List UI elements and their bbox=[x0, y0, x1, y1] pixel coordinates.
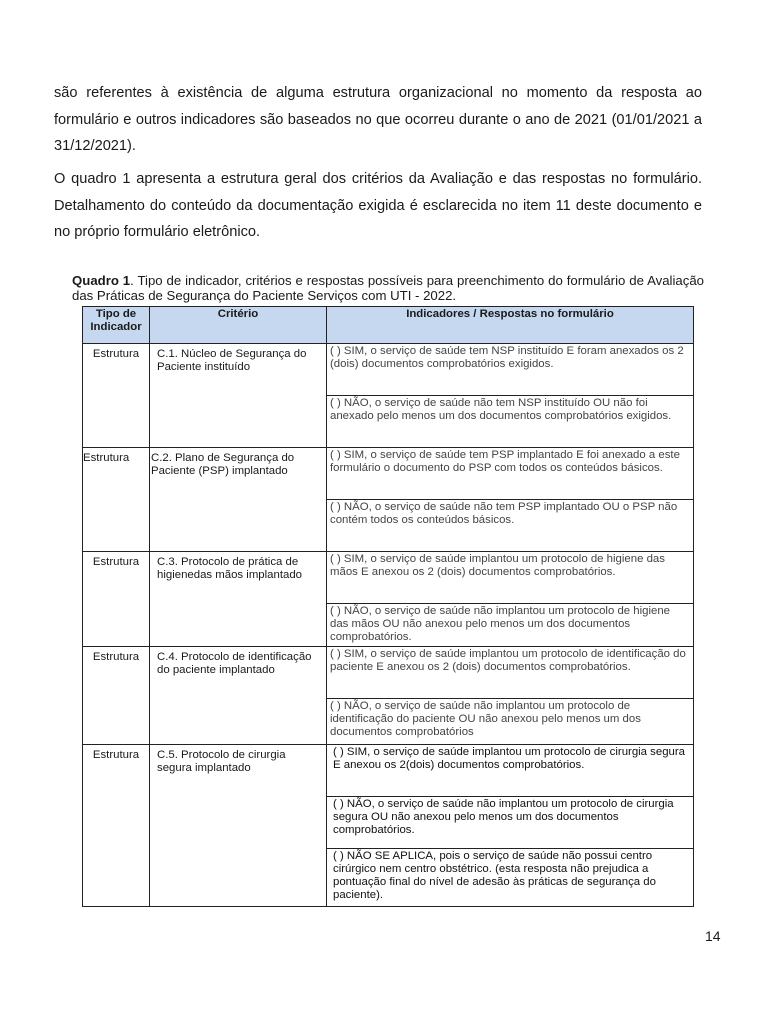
cell-resposta: ( ) NÃO SE APLICA, pois o serviço de saúde não possui centro cirúrgico nem centro obstétrico. (esta resposta não prejudica a pontuação final do nível de adesão às práticas de segurança do paciente). bbox=[327, 849, 694, 907]
cell-resposta: ( ) NÃO, o serviço de saúde não implantou um protocolo de identificação do paciente OU não anexou pelo menos um dos documentos comprobatórios bbox=[327, 699, 694, 745]
table-row bbox=[83, 344, 694, 396]
cell-tipo: Estrutura bbox=[83, 745, 150, 907]
cell-resposta: ( ) NÃO, o serviço de saúde não implantou um protocolo de cirurgia segura OU não anexou pelo menos um dos documentos comprobatórios. bbox=[327, 797, 694, 849]
cell-resposta: ( ) SIM, o serviço de saúde implantou um protocolo de cirurgia segura E anexou os 2(dois) documentos comprobatórios. bbox=[327, 745, 694, 797]
cell-tipo: Estrutura bbox=[83, 552, 150, 647]
cell-criterio: C.5. Protocolo de cirurgia segura implantado bbox=[150, 745, 327, 907]
cell-resposta: ( ) SIM, o serviço de saúde implantou um protocolo de higiene das mãos E anexou os 2 (dois) documentos comprobatórios. bbox=[327, 552, 694, 604]
criteria-table bbox=[82, 306, 694, 907]
header-tipo: Tipo de Indicador bbox=[83, 307, 150, 344]
cell-criterio: C.2. Plano de Segurança do Paciente (PSP) implantado bbox=[150, 448, 327, 552]
table-row bbox=[83, 647, 694, 699]
table-row bbox=[83, 448, 694, 500]
cell-resposta: ( ) NÃO, o serviço de saúde não tem PSP implantado OU o PSP não contém todos os conteúdos básicos. bbox=[327, 500, 694, 552]
cell-resposta: ( ) NÃO, o serviço de saúde não implantou um protocolo de higiene das mãos OU não anexou pelo menos um dos documentos comprobatórios. bbox=[327, 604, 694, 647]
caption-text: . Tipo de indicador, critérios e respostas possíveis para preenchimento do formulário de Avaliação das Práticas de Segurança do Paciente Serviços com UTI - 2022. bbox=[72, 273, 705, 303]
cell-tipo: Estrutura bbox=[83, 647, 150, 745]
cell-criterio: C.4. Protocolo de identificação do paciente implantado bbox=[150, 647, 327, 745]
cell-tipo: Estrutura bbox=[83, 448, 150, 552]
body-paragraph-1: são referentes à existência de alguma estrutura organizacional no momento da resposta ao formulário e outros indicadores são baseados no que ocorreu durante o ano de 2021 (01/01/2021 a 31/12/2021). bbox=[54, 85, 702, 154]
table-row bbox=[83, 552, 694, 604]
cell-resposta: ( ) NÃO, o serviço de saúde não tem NSP instituído OU não foi anexado pelo menos um dos documentos comprobatórios exigidos. bbox=[327, 396, 694, 448]
cell-resposta: ( ) SIM, o serviço de saúde tem PSP implantado E foi anexado a este formulário o documento do PSP com todos os conteúdos básicos. bbox=[327, 448, 694, 500]
cell-tipo: Estrutura bbox=[83, 344, 150, 448]
header-respostas: Indicadores / Respostas no formulário bbox=[327, 307, 694, 344]
page-number: 14 bbox=[705, 928, 721, 944]
table-header-row bbox=[83, 307, 694, 344]
table-row bbox=[83, 745, 694, 797]
cell-criterio: C.3. Protocolo de prática de higienedas mãos implantado bbox=[150, 552, 327, 647]
table-caption bbox=[72, 274, 704, 303]
caption-label: Quadro 1 bbox=[72, 273, 131, 288]
body-paragraph-2: O quadro 1 apresenta a estrutura geral dos critérios da Avaliação e das respostas no formulário. Detalhamento do conteúdo da documentação exigida é esclarecida no item 11 deste documento e no próprio formulário eletrônico. bbox=[54, 171, 702, 240]
cell-resposta: ( ) SIM, o serviço de saúde implantou um protocolo de identificação do paciente E anexou os 2 (dois) documentos comprobatórios. bbox=[327, 647, 694, 699]
header-criterio: Critério bbox=[150, 307, 327, 344]
cell-resposta: ( ) SIM, o serviço de saúde tem NSP instituído E foram anexados os 2 (dois) documentos comprobatórios exigidos. bbox=[327, 344, 694, 396]
cell-criterio: C.1. Núcleo de Segurança do Paciente instituído bbox=[150, 344, 327, 448]
